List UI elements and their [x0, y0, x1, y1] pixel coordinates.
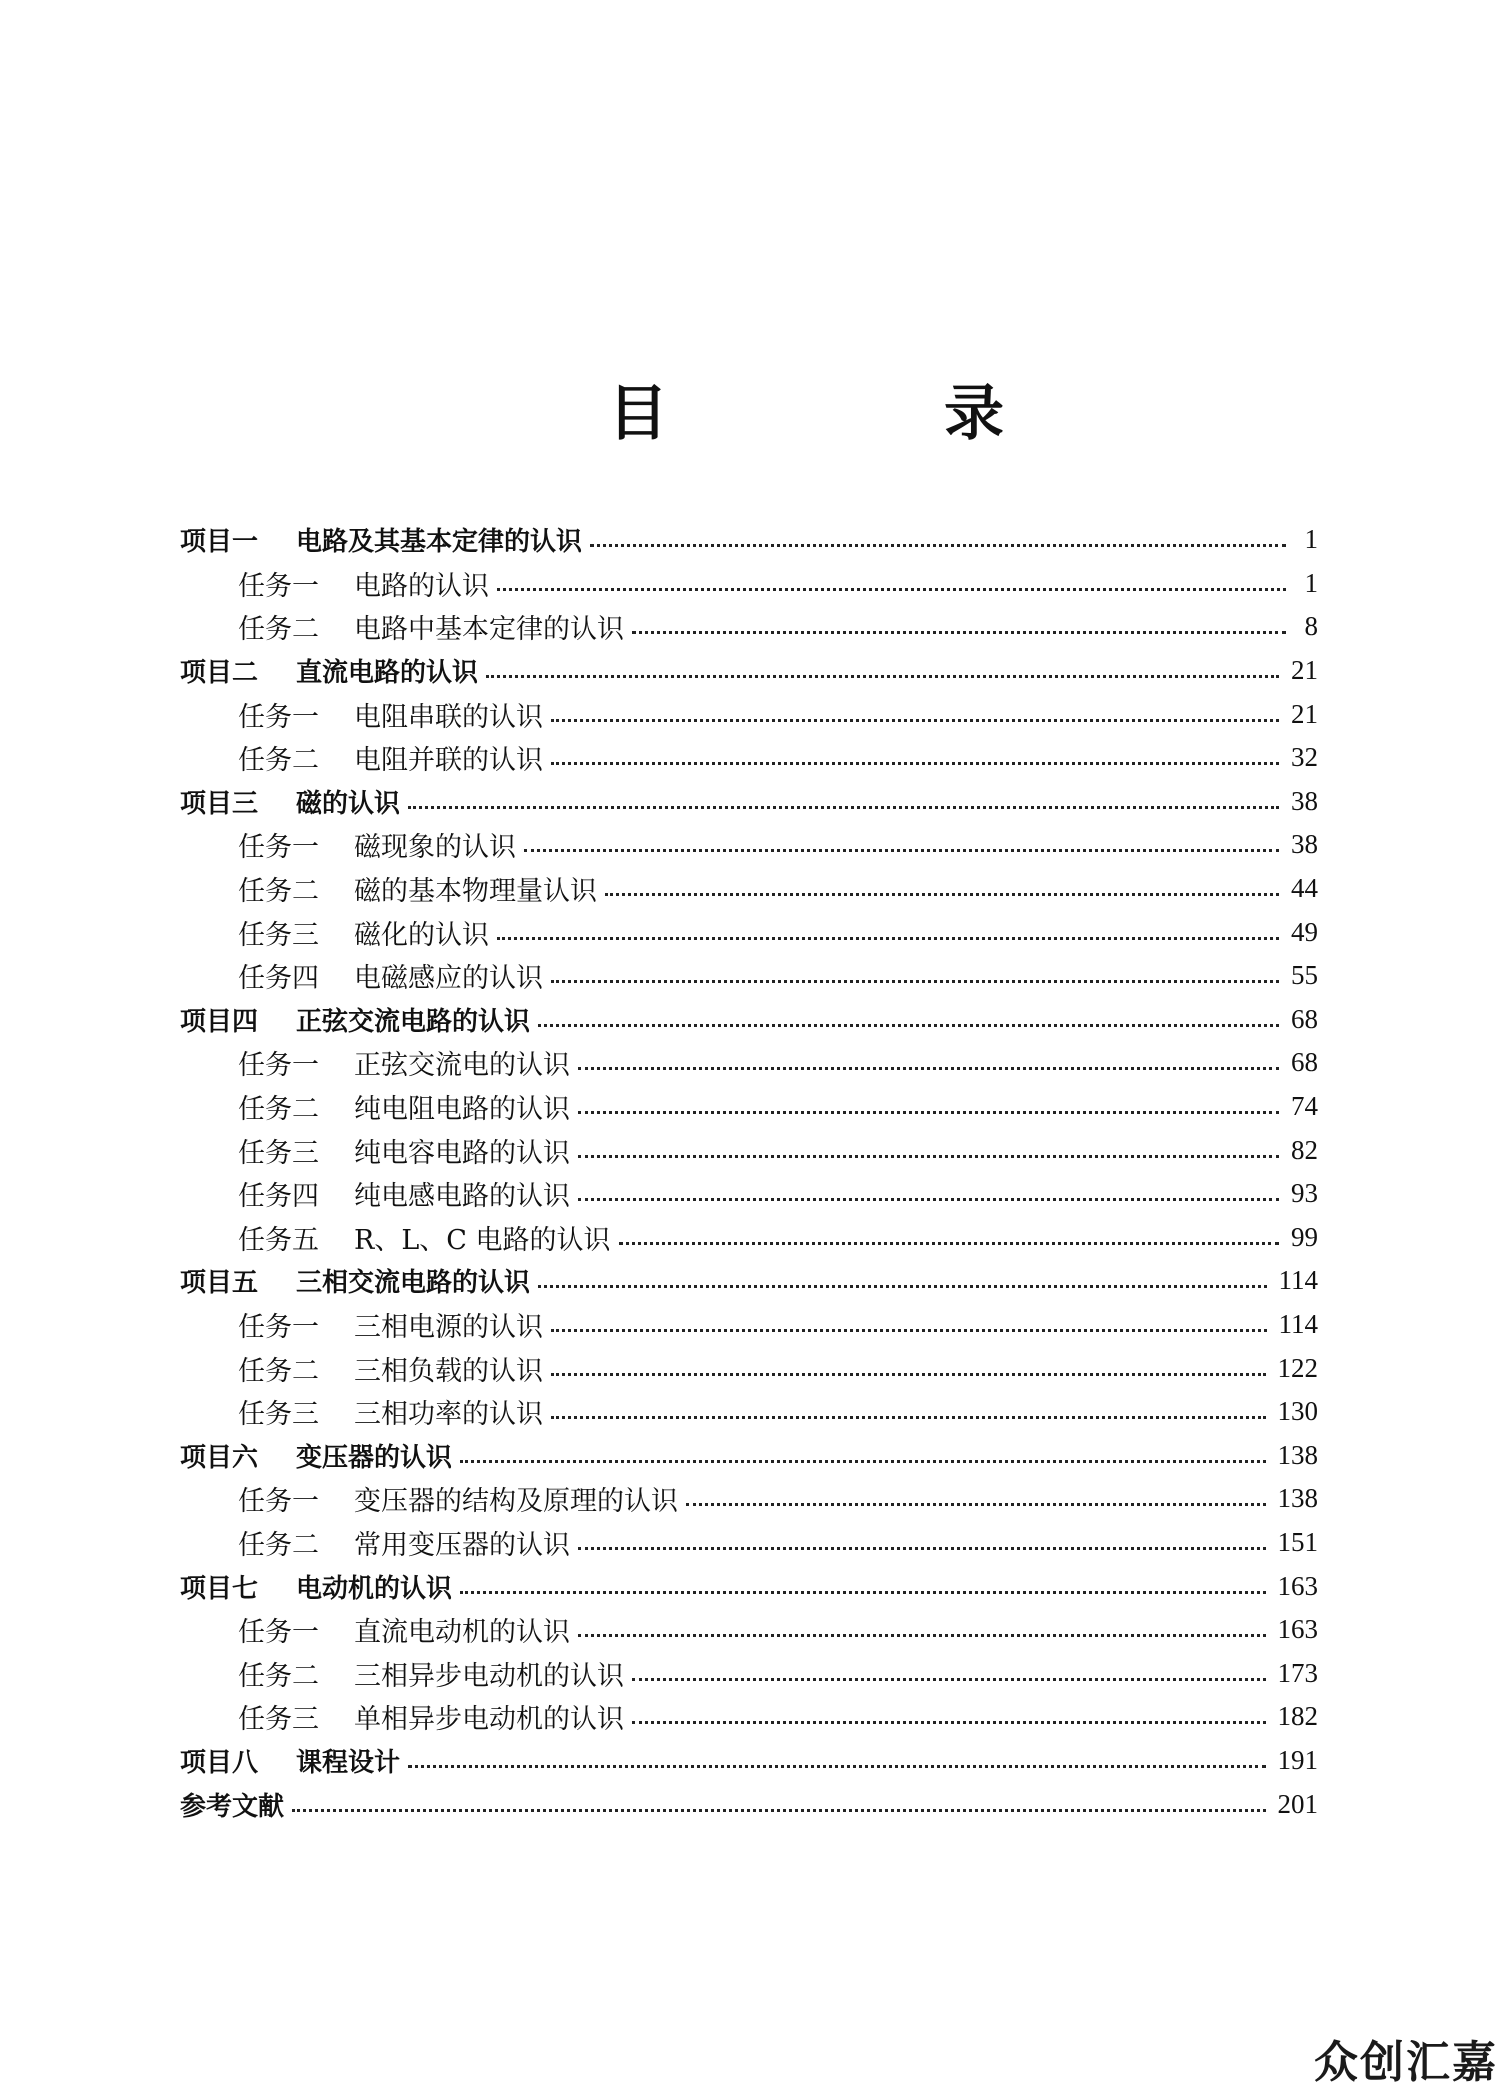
toc-task-entry[interactable] [180, 692, 1318, 736]
toc-entry-title: 变压器的认识 [296, 1442, 453, 1473]
toc-entry-page: 82 [1291, 1134, 1318, 1165]
toc-entry-page: 1 [1304, 567, 1318, 598]
toc-entry-number: 项目六 [180, 1442, 259, 1473]
dot-leader [632, 631, 1286, 634]
dot-leader [551, 1416, 1266, 1419]
toc-task-entry[interactable] [180, 823, 1318, 867]
toc-task-entry[interactable] [180, 1651, 1318, 1695]
toc-entry-number: 任务二 [238, 614, 319, 646]
toc-entry-page: 163 [1277, 1570, 1318, 1601]
dot-leader [497, 588, 1286, 591]
toc-project-entry[interactable] [180, 780, 1318, 824]
toc-entry-page: 130 [1277, 1396, 1318, 1427]
dot-leader [578, 1547, 1266, 1550]
toc-task-entry[interactable] [180, 867, 1318, 911]
toc-task-entry[interactable] [180, 562, 1318, 606]
toc-entry-page: 55 [1291, 960, 1318, 991]
toc-task-entry[interactable] [180, 1085, 1318, 1129]
toc-entry-page: 21 [1291, 698, 1318, 729]
toc-entry-number: 任务一 [238, 701, 319, 733]
dot-leader [632, 1678, 1266, 1681]
toc-entry-page: 182 [1277, 1701, 1318, 1732]
toc-entry-number: 任务三 [238, 1704, 319, 1736]
dot-leader [551, 1373, 1266, 1376]
toc-entry-title: 直流电路的认识 [296, 658, 479, 689]
toc-entry-number: 任务二 [238, 1529, 319, 1561]
toc-entry-page: 74 [1291, 1091, 1318, 1122]
toc-entry-page: 122 [1277, 1352, 1318, 1383]
dot-leader [686, 1503, 1266, 1506]
dot-leader [408, 806, 1279, 809]
table-of-contents [180, 518, 1318, 1826]
toc-entry-number: 任务二 [238, 1660, 319, 1692]
toc-entry-title: 电路中基本定律的认识 [354, 614, 624, 646]
toc-entry-title: 单相异步电动机的认识 [354, 1704, 624, 1736]
toc-entry-page: 21 [1291, 655, 1318, 686]
toc-entry-number: 任务二 [238, 1094, 319, 1126]
toc-entry-page: 8 [1304, 611, 1318, 642]
toc-task-entry[interactable] [180, 1172, 1318, 1216]
toc-task-entry[interactable] [180, 1128, 1318, 1172]
toc-entry-title: 参考文献 [180, 1791, 285, 1822]
toc-entry-number: 任务一 [238, 1486, 319, 1518]
toc-entry-number: 任务二 [238, 876, 319, 908]
toc-entry-number: 任务三 [238, 1399, 319, 1431]
toc-task-entry[interactable] [180, 1390, 1318, 1434]
dot-leader [578, 1111, 1279, 1114]
toc-entry-title: 课程设计 [296, 1747, 401, 1778]
toc-entry-title: 三相负载的认识 [354, 1355, 543, 1387]
dot-leader [486, 675, 1279, 678]
toc-entry-title: 纯电阻电路的认识 [354, 1094, 570, 1126]
dot-leader [460, 1591, 1265, 1594]
toc-entry-number: 任务三 [238, 919, 319, 951]
toc-entry-title: 电阻串联的认识 [354, 701, 543, 733]
toc-task-entry[interactable] [180, 1608, 1318, 1652]
toc-project-entry[interactable] [180, 998, 1318, 1042]
toc-project-entry[interactable] [180, 1564, 1318, 1608]
dot-leader [619, 1242, 1280, 1245]
toc-entry-number: 项目七 [180, 1573, 259, 1604]
toc-entry-page: 68 [1291, 1003, 1318, 1034]
toc-project-entry[interactable] [180, 518, 1318, 562]
toc-entry-page: 201 [1277, 1788, 1318, 1819]
toc-project-entry[interactable] [180, 1739, 1318, 1783]
toc-task-entry[interactable] [180, 1216, 1318, 1260]
toc-entry-title: 电路及其基本定律的认识 [296, 527, 583, 558]
toc-task-entry[interactable] [180, 1521, 1318, 1565]
toc-entry-page: 138 [1277, 1483, 1318, 1514]
toc-entry-page: 163 [1277, 1614, 1318, 1645]
dot-leader [551, 1329, 1267, 1332]
page-title: 目 录 [608, 379, 1112, 449]
toc-entry-title: 电动机的认识 [296, 1573, 453, 1604]
toc-entry-title: 电磁感应的认识 [354, 963, 543, 995]
toc-entry-number: 任务一 [238, 1050, 319, 1082]
toc-entry-page: 93 [1291, 1178, 1318, 1209]
toc-entry-title: 磁的基本物理量认识 [354, 876, 597, 908]
toc-entry-title: 常用变压器的认识 [354, 1529, 570, 1561]
toc-entry-title: 三相电源的认识 [354, 1311, 543, 1343]
dot-leader [632, 1721, 1266, 1724]
toc-project-entry[interactable] [180, 1259, 1318, 1303]
toc-entry-page: 151 [1277, 1526, 1318, 1557]
toc-entry-page: 68 [1291, 1047, 1318, 1078]
toc-entry-number: 项目一 [180, 527, 259, 558]
toc-entry-page: 173 [1277, 1657, 1318, 1688]
toc-entry-page: 1 [1304, 524, 1318, 555]
toc-entry-title: 磁现象的认识 [354, 832, 516, 864]
toc-task-entry[interactable] [180, 1477, 1318, 1521]
toc-entry-title: R、L、C 电路的认识 [354, 1224, 611, 1256]
dot-leader [551, 980, 1279, 983]
toc-entry-number: 项目二 [180, 658, 259, 689]
toc-entry-number: 任务一 [238, 1311, 319, 1343]
toc-entry-page: 49 [1291, 916, 1318, 947]
toc-entry-title: 变压器的结构及原理的认识 [354, 1486, 678, 1518]
dot-leader [460, 1460, 1265, 1463]
toc-entry-title: 正弦交流电路的认识 [296, 1006, 531, 1037]
toc-entry-page: 38 [1291, 829, 1318, 860]
toc-entry-title: 电阻并联的认识 [354, 745, 543, 777]
toc-task-entry[interactable] [180, 1346, 1318, 1390]
dot-leader [551, 762, 1279, 765]
dot-leader [590, 544, 1286, 547]
toc-entry-number: 任务二 [238, 1355, 319, 1387]
toc-entry-number: 任务五 [238, 1224, 319, 1256]
toc-entry-number: 任务一 [238, 1617, 319, 1649]
toc-task-entry[interactable] [180, 1041, 1318, 1085]
toc-entry-title: 直流电动机的认识 [354, 1617, 570, 1649]
toc-project-entry[interactable] [180, 1782, 1318, 1826]
toc-entry-title: 纯电容电路的认识 [354, 1137, 570, 1169]
toc-entry-title: 纯电感电路的认识 [354, 1181, 570, 1213]
toc-entry-number: 任务二 [238, 745, 319, 777]
dot-leader [497, 937, 1279, 940]
toc-entry-title: 三相异步电动机的认识 [354, 1660, 624, 1692]
dot-leader [551, 719, 1279, 722]
toc-entry-page: 44 [1291, 873, 1318, 904]
toc-entry-page: 114 [1278, 1308, 1318, 1339]
toc-entry-page: 114 [1278, 1265, 1318, 1296]
toc-entry-number: 项目八 [180, 1747, 259, 1778]
dot-leader [292, 1809, 1265, 1812]
toc-entry-title: 三相交流电路的认识 [296, 1268, 531, 1299]
toc-entry-page: 138 [1277, 1439, 1318, 1470]
toc-entry-number: 项目三 [180, 788, 259, 819]
toc-entry-title: 电路的认识 [354, 570, 489, 602]
toc-entry-number: 任务一 [238, 832, 319, 864]
toc-task-entry[interactable] [180, 910, 1318, 954]
toc-entry-number: 任务三 [238, 1137, 319, 1169]
toc-project-entry[interactable] [180, 1433, 1318, 1477]
dot-leader [578, 1155, 1279, 1158]
toc-task-entry[interactable] [180, 736, 1318, 780]
dot-leader [538, 1024, 1279, 1027]
dot-leader [578, 1198, 1279, 1201]
dot-leader [524, 849, 1279, 852]
toc-entry-number: 任务四 [238, 1181, 319, 1213]
toc-task-entry[interactable] [180, 1695, 1318, 1739]
toc-entry-title: 磁的认识 [296, 788, 401, 819]
toc-entry-page: 38 [1291, 785, 1318, 816]
toc-task-entry[interactable] [180, 605, 1318, 649]
dot-leader [578, 1634, 1266, 1637]
toc-entry-page: 191 [1277, 1744, 1318, 1775]
toc-entry-title: 磁化的认识 [354, 919, 489, 951]
toc-entry-title: 三相功率的认识 [354, 1399, 543, 1431]
toc-entry-number: 项目五 [180, 1268, 259, 1299]
toc-task-entry[interactable] [180, 954, 1318, 998]
toc-entry-page: 32 [1291, 742, 1318, 773]
toc-task-entry[interactable] [180, 1303, 1318, 1347]
dot-leader [578, 1067, 1279, 1070]
dot-leader [605, 893, 1279, 896]
watermark: 众创汇嘉 [1314, 2037, 1498, 2088]
toc-entry-page: 99 [1291, 1221, 1318, 1252]
toc-entry-number: 任务四 [238, 963, 319, 995]
toc-entry-title: 正弦交流电的认识 [354, 1050, 570, 1082]
toc-project-entry[interactable] [180, 649, 1318, 693]
toc-entry-number: 任务一 [238, 570, 319, 602]
dot-leader [408, 1765, 1265, 1768]
dot-leader [538, 1285, 1266, 1288]
toc-entry-number: 项目四 [180, 1006, 259, 1037]
